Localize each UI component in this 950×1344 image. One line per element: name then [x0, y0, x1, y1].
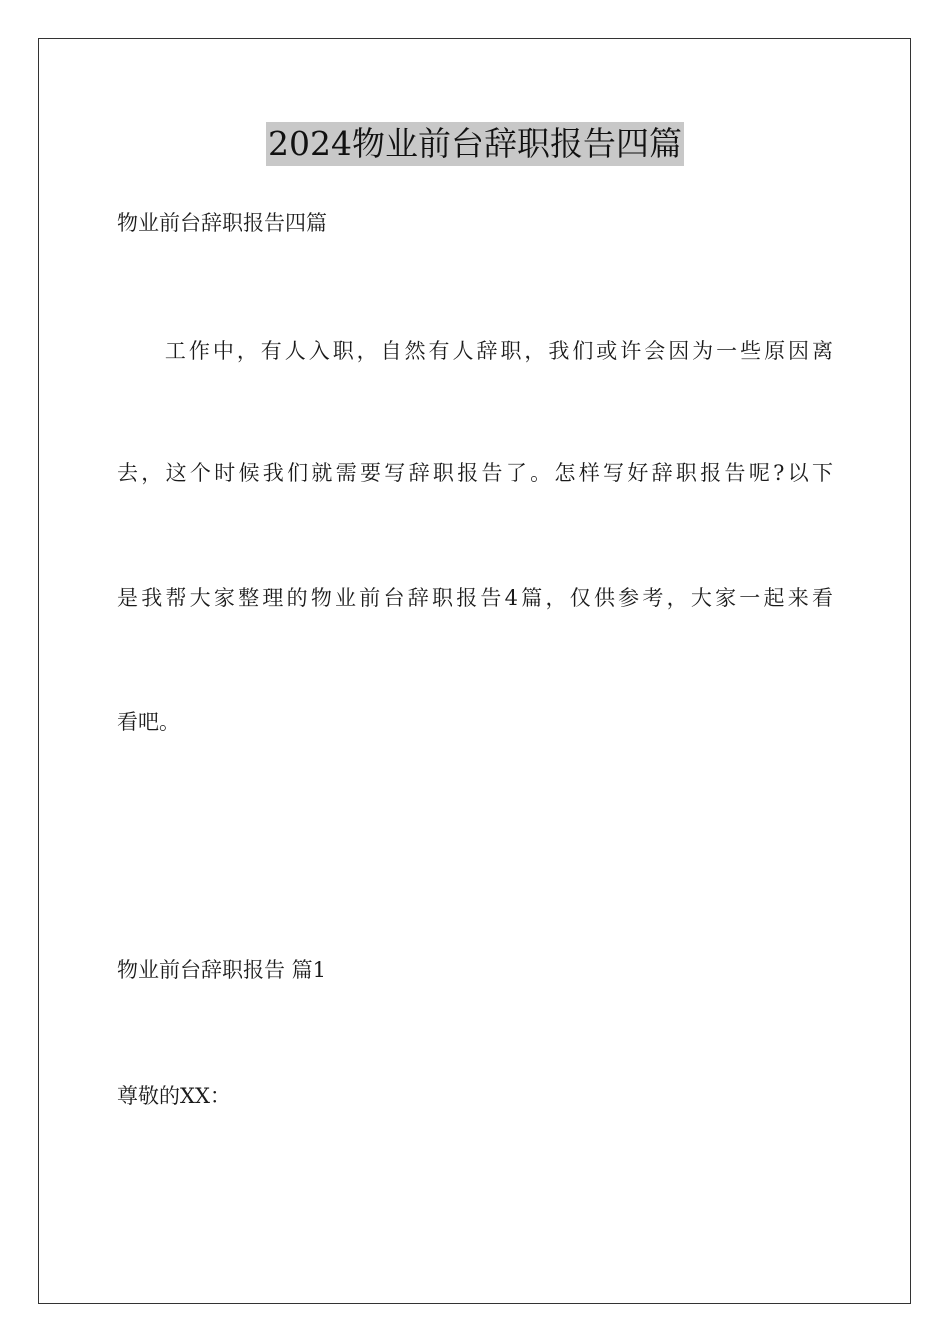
document-subtitle: 物业前台辞职报告四篇 [117, 211, 327, 235]
intro-line-4: 看吧。 [117, 710, 180, 734]
section-heading: 物业前台辞职报告 篇1 [117, 958, 327, 982]
title-container [0, 122, 950, 166]
intro-line-2: 去，这个时候我们就需要写辞职报告了。怎样写好辞职报告呢?以下 [117, 461, 833, 485]
intro-line-1: 工作中，有人入职，自然有人辞职，我们或许会因为一些原因离 [117, 339, 833, 363]
salutation: 尊敬的XX： [117, 1084, 231, 1108]
intro-line-3: 是我帮大家整理的物业前台辞职报告4篇，仅供参考，大家一起来看 [117, 586, 833, 610]
document-title: 2024物业前台辞职报告四篇 [266, 122, 684, 166]
